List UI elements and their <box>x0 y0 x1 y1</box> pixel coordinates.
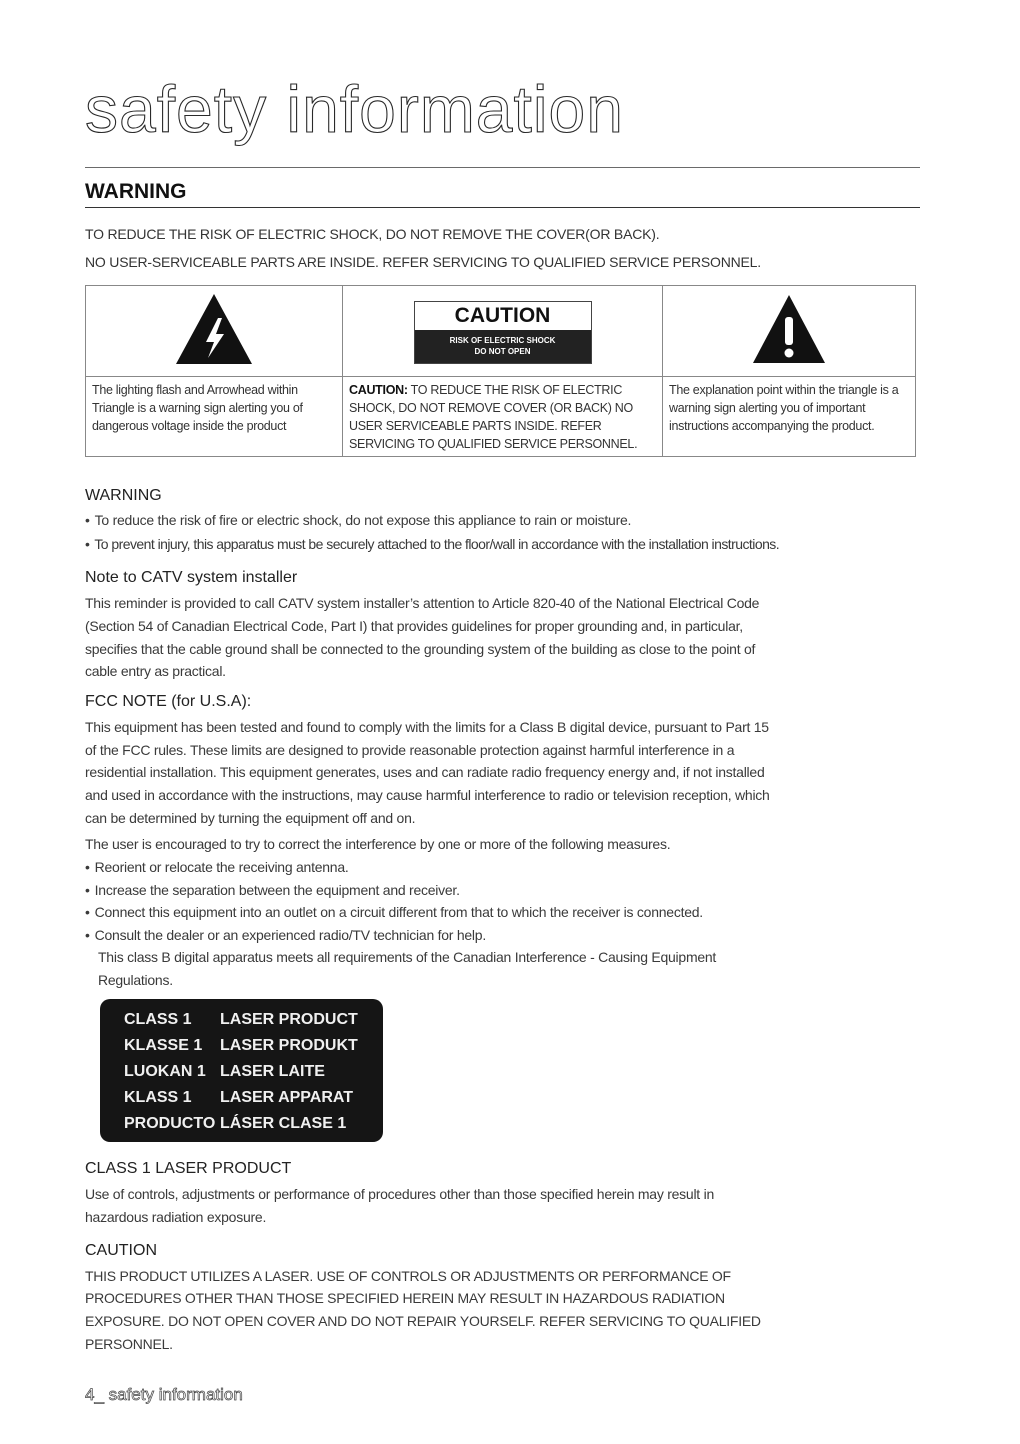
fcc-line: can be determined by turning the equipment off and on. <box>85 810 416 826</box>
canada-line: Regulations. <box>98 972 173 988</box>
intro-line: TO REDUCE THE RISK OF ELECTRIC SHOCK, DO NOT REMOVE THE COVER(OR BACK). <box>85 226 660 242</box>
laser-row <box>124 1115 347 1133</box>
caution-sub-line: DO NOT OPEN <box>474 346 531 356</box>
caution-heading: CAUTION <box>85 1242 157 1259</box>
warning-section-heading: WARNING <box>85 487 162 504</box>
caution-line: EXPOSURE. DO NOT OPEN COVER AND DO NOT REPAIR YOURSELF. REFER SERVICING TO QUALIFIED <box>85 1313 761 1329</box>
fcc-line: of the FCC rules. These limits are designed to provide reasonable protection against harmful interference in a <box>85 742 735 758</box>
caution-label <box>414 301 592 364</box>
laser-row <box>124 1063 325 1081</box>
laser-row-product: LASER PRODUKT <box>220 1037 358 1054</box>
page-footer: 4_ safety information <box>85 1385 243 1404</box>
catv-line: cable entry as practical. <box>85 663 226 679</box>
laser-row-class: CLASS 1 <box>124 1011 192 1028</box>
catv-heading: Note to CATV system installer <box>85 569 298 586</box>
caution-label-text: CAUTION: <box>349 383 408 397</box>
exclamation-symbol-cell <box>663 286 916 377</box>
intro-line: NO USER-SERVICEABLE PARTS ARE INSIDE. REFER SERVICING TO QUALIFIED SERVICE PERSONNEL. <box>85 254 761 270</box>
class1-line: Use of controls, adjustments or performance of procedures other than those specified herein may result in <box>85 1186 714 1202</box>
laser-row-product: LASER LAITE <box>220 1063 325 1080</box>
canada-line: This class B digital apparatus meets all requirements of the Canadian Interference - Causing Equipment <box>98 949 717 965</box>
catv-line: specifies that the cable ground shall be connected to the grounding system of the building as close to the point of <box>85 641 756 657</box>
laser-row-class: KLASS 1 <box>124 1089 192 1106</box>
warning-heading: WARNING <box>85 180 920 208</box>
caution-line: PERSONNEL. <box>85 1336 173 1352</box>
fcc-line: This equipment has been tested and found to comply with the limits for a Class B digital device, pursuant to Part 15 <box>85 719 769 735</box>
laser-row <box>124 1089 354 1107</box>
caution-title: CAUTION <box>454 303 551 327</box>
caution-line: PROCEDURES OTHER THAN THOSE SPECIFIED HEREIN MAY RESULT IN HAZARDOUS RADIATION <box>85 1290 725 1306</box>
laser-row-class: LUOKAN 1 <box>124 1063 206 1080</box>
caution-line: THIS PRODUCT UTILIZES A LASER. USE OF CONTROLS OR ADJUSTMENTS OR PERFORMANCE OF <box>85 1268 731 1284</box>
fcc-encourage: The user is encouraged to try to correct the interference by one or more of the following measures. <box>85 836 671 852</box>
laser-row-class: KLASSE 1 <box>124 1037 203 1054</box>
fcc-line: residential installation. This equipment generates, uses and can radiate radio frequency energy and, if not installed <box>85 764 765 780</box>
laser-row <box>124 1011 358 1029</box>
fcc-heading: FCC NOTE (for U.S.A): <box>85 693 252 710</box>
lightning-symbol-cell <box>86 286 343 377</box>
warning-bullet: • To prevent injury, this apparatus must be securely attached to the floor/wall in accordance with the installation instructions. <box>85 536 779 552</box>
exclamation-description: The explanation point within the triangle is a warning sign alerting you of important instructions accompanying the product. <box>663 377 916 457</box>
class1-heading: CLASS 1 LASER PRODUCT <box>85 1160 292 1177</box>
laser-row-product: LASER PRODUCT <box>220 1011 358 1028</box>
laser-row-class: PRODUCTO <box>124 1115 216 1132</box>
fcc-bullet: • Increase the separation between the equipment and receiver. <box>85 882 460 898</box>
fcc-bullet: • Reorient or relocate the receiving antenna. <box>85 859 349 875</box>
caution-description <box>343 377 663 457</box>
lightning-warning-icon <box>174 292 254 366</box>
laser-row <box>124 1037 358 1055</box>
exclamation-warning-icon <box>751 293 827 365</box>
caution-symbol-cell <box>343 286 663 377</box>
laser-row-product: LÁSER CLASE 1 <box>220 1115 347 1132</box>
class1-line: hazardous radiation exposure. <box>85 1209 267 1225</box>
caution-sub <box>415 330 591 363</box>
fcc-bullet: • Consult the dealer or an experienced radio/TV technician for help. <box>85 927 486 943</box>
symbol-table <box>85 285 916 457</box>
lightning-description: The lighting flash and Arrowhead within Triangle is a warning sign alerting you of dangerous voltage inside the product <box>86 377 343 457</box>
caution-sub-line: RISK OF ELECTRIC SHOCK <box>449 335 556 345</box>
laser-row-product: LASER APPARAT <box>220 1089 354 1106</box>
fcc-bullet: • Connect this equipment into an outlet on a circuit different from that to which the receiver is connected. <box>85 904 703 920</box>
fcc-line: and used in accordance with the instructions, may cause harmful interference to radio or television reception, which <box>85 787 770 803</box>
laser-class-label <box>100 999 383 1142</box>
catv-line: This reminder is provided to call CATV system installer’s attention to Article 820-40 of the National Electrical Code <box>85 595 760 611</box>
caution-description-text: TO REDUCE THE RISK OF ELECTRIC SHOCK, DO NOT REMOVE COVER (OR BACK) NO USER SERVICEABLE PARTS INSIDE. REFER SERVICING TO QUALIFIED SERVICE PERSONNEL. <box>349 383 638 451</box>
warning-bullet: • To reduce the risk of fire or electric shock, do not expose this appliance to rain or moisture. <box>85 512 631 528</box>
catv-line: (Section 54 of Canadian Electrical Code, Part I) that provides guidelines for proper grounding and, in particular, <box>85 618 743 634</box>
page-title: safety information <box>85 68 920 168</box>
